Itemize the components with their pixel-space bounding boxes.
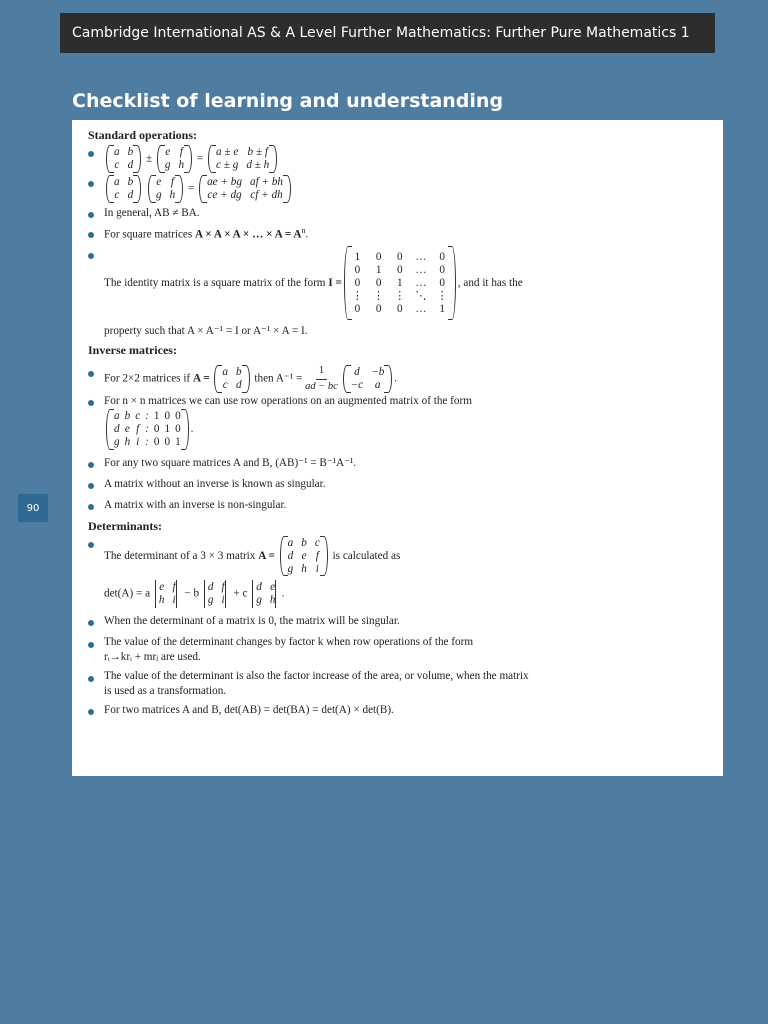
inverse-heading: Inverse matrices: [88, 343, 177, 358]
augmented-matrix-rule: For n × n matrices we can use row operations on an augmented matrix of the form [88, 394, 707, 409]
checklist-panel [72, 120, 723, 776]
standard-heading: Standard operations: [88, 128, 198, 142]
determinant-formula: det(A) = a e f h i − b d f g i + c d e g h . [104, 581, 285, 607]
area-factor-note: The value of the determinant is also the factor increase of the area, or volume, when the matrix [88, 669, 707, 684]
inverse-2x2-rule: For 2×2 matrices if A = a b c d then A⁻¹ = $\frac{1}{ad - bc}$ d −b −c a . [88, 364, 707, 393]
identity-property: property such that A × A⁻¹ = I or A⁻¹ × A = I. [104, 325, 308, 338]
area-factor-cont: is used as a transformation. [104, 684, 227, 697]
book-title-bar [60, 13, 715, 53]
multiplication-rule: a b c d e f g h = ae + bg af + bh ce + dg cf + dh [88, 175, 707, 203]
row-operation-cont: rᵢ→krᵢ + mrⱼ are used. [104, 651, 201, 664]
det-product-rule: For two matrices A and B, det(AB) = det(BA) = det(A) × det(B). [88, 703, 707, 718]
addition-rule: a b c d ± e f g h = a ± e b ± f c ± g d ± h [88, 145, 707, 173]
determinant-3x3-rule: The determinant of a 3 × 3 matrix A = a b c d e f g h i is calculated as [88, 536, 707, 577]
book-title: Cambridge International AS & A Level Further Mathematics: Further Pure Mathematics 1 [72, 25, 690, 41]
row-operation-note: The value of the determinant changes by factor k when row operations of the form [88, 635, 707, 650]
noncommutative-note: In general, AB ≠ BA. [88, 206, 707, 221]
identity-rule: The identity matrix is a square matrix of the form I = 1 0 0 … 0 0 1 0 … 0 0 0 1 … 0 ⋮ ⋮ ⋮ ⋱ ⋮ 0 0 0 … 1 , and it has the [88, 246, 707, 320]
page-number: 90 [18, 494, 48, 522]
augmented-matrix: a b c : 1 0 0 d e f : 0 1 0 g h i : 0 0 1 . [88, 409, 707, 450]
power-rule: For square matrices A × A × A × … × $A = A^n$. [88, 226, 707, 243]
product-inverse-rule: For any two square matrices A and B, (AB)⁻¹ = B⁻¹A⁻¹. [88, 456, 707, 471]
singular-note: A matrix without an inverse is known as singular. [88, 477, 707, 492]
page-title: Checklist of learning and understanding [72, 90, 504, 112]
determinants-heading: Determinants: [88, 518, 162, 533]
zero-determinant-note: When the determinant of a matrix is 0, the matrix will be singular. [88, 614, 707, 629]
nonsingular-note: A matrix with an inverse is non-singular. [88, 498, 707, 513]
